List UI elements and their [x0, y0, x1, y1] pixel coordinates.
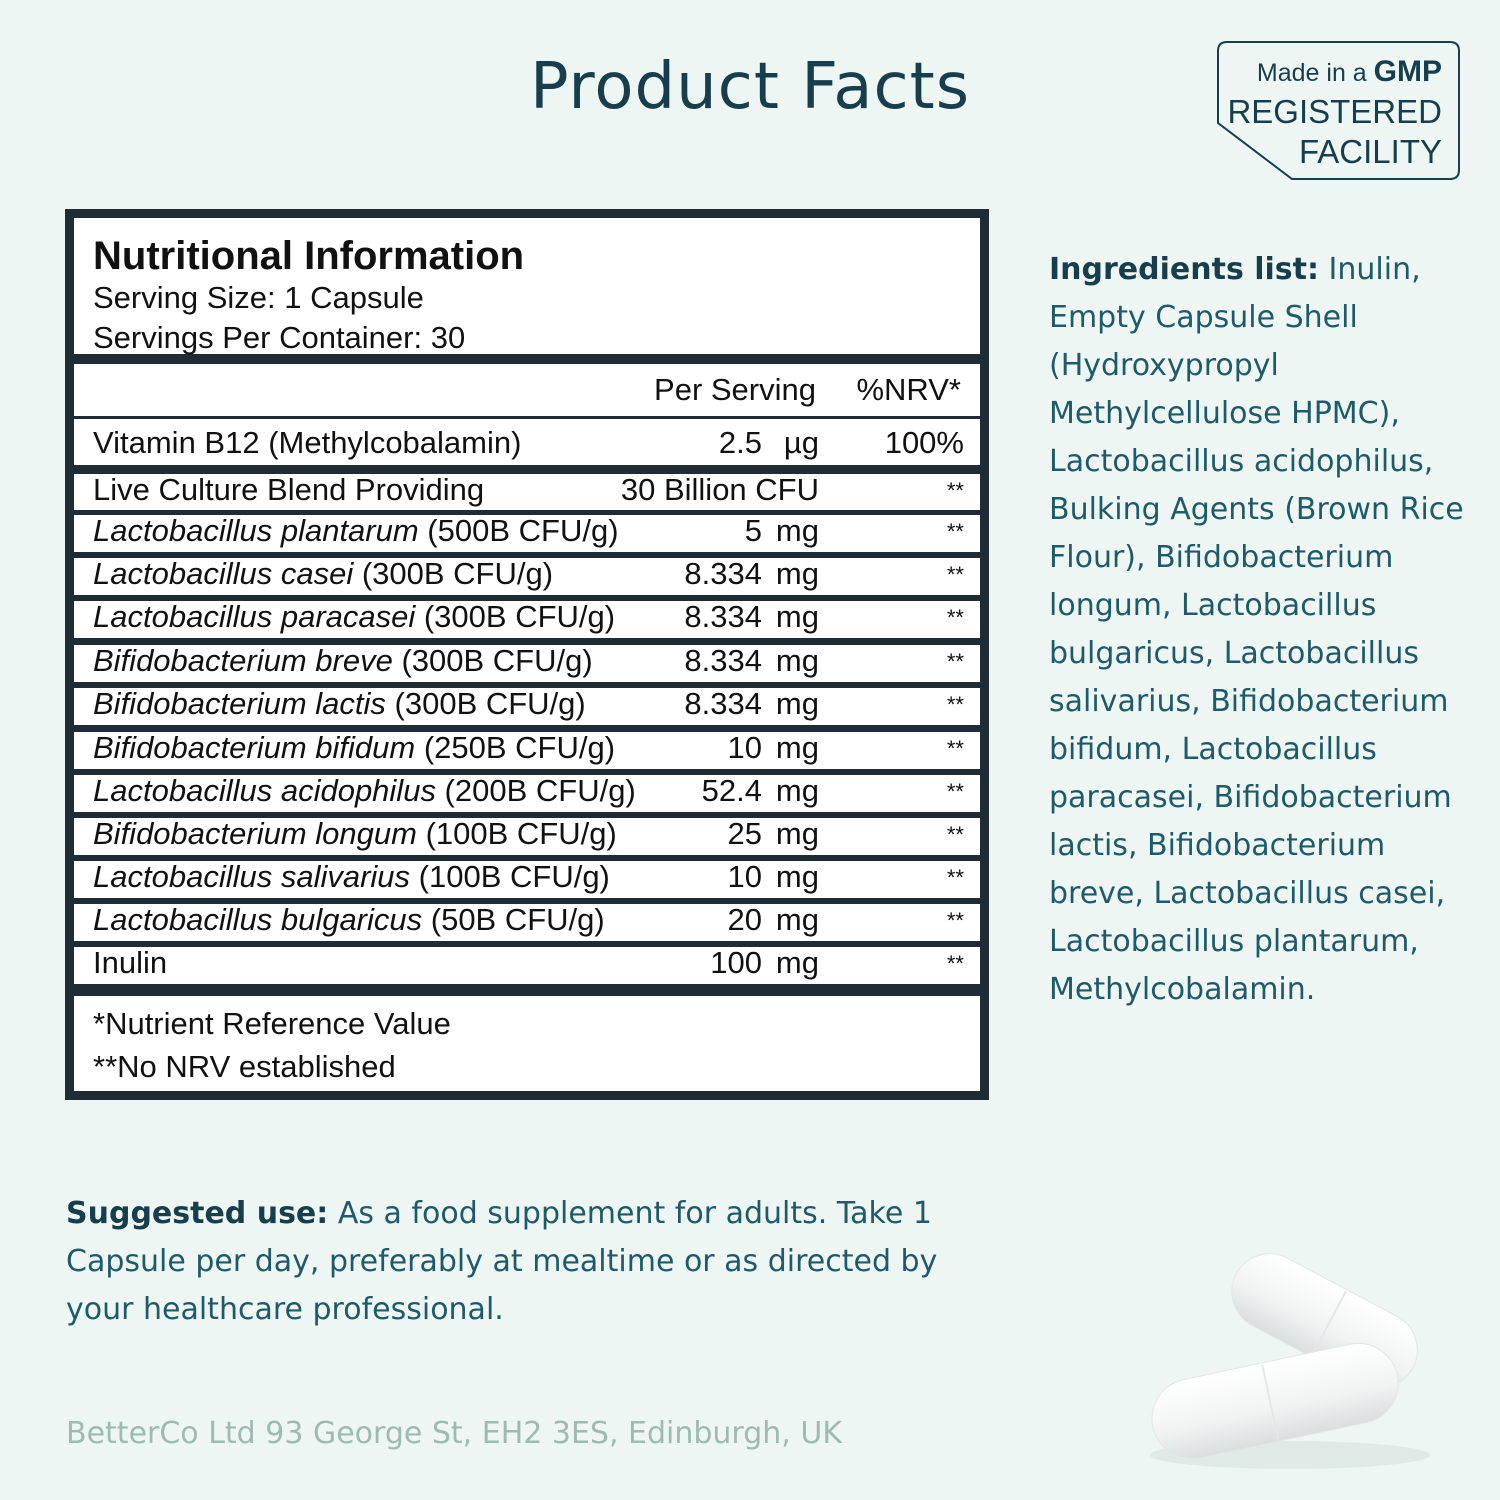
- nutrient-row: [74, 861, 980, 898]
- nutrient-row: [74, 947, 980, 984]
- nutrient-unit: mg: [775, 773, 819, 808]
- nutrient-name: Live Culture Blend Providing: [93, 472, 485, 507]
- footnote-no-nrv: **No NRV established: [93, 1049, 396, 1084]
- nutrient-row: [74, 645, 980, 682]
- nutrient-name: Lactobacillus plantarum (500B CFU/g): [93, 513, 619, 548]
- nutrition-header: [74, 218, 980, 354]
- nutrient-row: [74, 419, 980, 465]
- nutrient-row: [74, 558, 980, 595]
- nutrient-value: 8.334: [684, 599, 762, 634]
- nutrient-row: [74, 818, 980, 855]
- capsules-image: [1130, 1215, 1450, 1475]
- nutrient-row: [74, 474, 980, 510]
- servings-per-container: Servings Per Container: 30: [93, 320, 466, 355]
- nutrient-name: Inulin: [93, 945, 168, 980]
- nutrient-unit: mg: [775, 730, 819, 765]
- nutrient-unit: mg: [775, 513, 819, 548]
- nutrient-value: 2.5: [718, 425, 762, 460]
- nutrient-unit: mg: [775, 643, 819, 678]
- nutrition-panel: [65, 209, 989, 1100]
- nutrient-name: Bifidobacterium bifidum (250B CFU/g): [93, 730, 616, 765]
- nutrient-unit: mg: [775, 556, 819, 591]
- gmp-badge: [1217, 41, 1460, 180]
- suggested-use-text: As a food supplement for adults. Take 1 Capsule per day, preferably at mealtime or as directed by your healthcare professional.: [66, 1196, 938, 1327]
- nutrient-value: 8.334: [684, 556, 762, 591]
- suggested-use-label: Suggested use:: [66, 1196, 329, 1231]
- nutrition-footnotes: [74, 996, 980, 1091]
- company-address: BetterCo Ltd 93 George St, EH2 3ES, Edinburgh, UK: [66, 1416, 843, 1451]
- ingredients-label: Ingredients list:: [1049, 252, 1319, 287]
- badge-line-2: REGISTERED: [1227, 93, 1442, 130]
- nutrient-nrv: **: [946, 822, 964, 847]
- nutrient-value: 100: [710, 945, 762, 980]
- nutrient-nrv: **: [946, 951, 964, 976]
- nutrient-row: [74, 601, 980, 638]
- nutrient-unit: mg: [775, 599, 819, 634]
- nutrient-unit: mg: [775, 686, 819, 721]
- nutrient-name: Lactobacillus acidophilus (200B CFU/g): [93, 773, 636, 808]
- nutrient-nrv: **: [946, 692, 964, 717]
- nutrient-unit: mg: [775, 859, 819, 894]
- nutrient-row: [74, 904, 980, 941]
- nutrient-unit: mg: [775, 902, 819, 937]
- nutrient-value: 25: [727, 816, 762, 851]
- nutrient-value: 10: [727, 859, 762, 894]
- nutrient-nrv: 100%: [884, 425, 964, 460]
- nutrient-name: Lactobacillus salivarius (100B CFU/g): [93, 859, 610, 894]
- col-per-serving: Per Serving: [654, 372, 816, 407]
- suggested-use: [66, 1190, 1006, 1334]
- nutrient-nrv: **: [946, 562, 964, 587]
- nutrient-name: Bifidobacterium lactis (300B CFU/g): [93, 686, 586, 721]
- nutrient-name: Lactobacillus paracasei (300B CFU/g): [93, 599, 616, 634]
- nutrient-name: Lactobacillus bulgaricus (50B CFU/g): [93, 902, 605, 937]
- nutrient-nrv: **: [946, 478, 964, 503]
- nutrient-nrv: **: [946, 519, 964, 544]
- nutrient-nrv: **: [946, 605, 964, 630]
- nutrient-value: 30 Billion CFU: [620, 472, 819, 507]
- nutrient-row: [74, 732, 980, 769]
- nutrition-heading: Nutritional Information: [93, 234, 525, 278]
- nutrient-name: Bifidobacterium longum (100B CFU/g): [93, 816, 617, 851]
- nutrient-name: Lactobacillus casei (300B CFU/g): [93, 556, 554, 591]
- nutrient-value: 8.334: [684, 686, 762, 721]
- badge-line-1: Made in a GMP: [1256, 55, 1442, 88]
- nutrient-unit: mg: [775, 816, 819, 851]
- nutrient-nrv: **: [946, 736, 964, 761]
- badge-line-3: FACILITY: [1298, 133, 1442, 170]
- nutrient-nrv: **: [946, 865, 964, 890]
- col-nrv: %NRV*: [856, 372, 961, 407]
- nutrient-nrv: **: [946, 779, 964, 804]
- nutrient-value: 8.334: [684, 643, 762, 678]
- column-headers: [74, 364, 980, 416]
- page-title: Product Facts: [529, 50, 971, 124]
- serving-size: Serving Size: 1 Capsule: [93, 280, 424, 315]
- nutrient-unit: mg: [775, 945, 819, 980]
- nutrient-value: 52.4: [701, 773, 762, 808]
- nutrient-name: Bifidobacterium breve (300B CFU/g): [93, 643, 593, 678]
- nutrient-row: [74, 688, 980, 725]
- nutrient-nrv: **: [946, 908, 964, 933]
- nutrient-name: Vitamin B12 (Methylcobalamin): [93, 425, 522, 460]
- ingredients-text: Inulin, Empty Capsule Shell (Hydroxypropyl Methylcellulose HPMC), Lactobacillus acidophilus, Bulking Agents (Brown Rice Flour), Bifidobacterium longum, Lactobacillus bulgaricus, Lactobacillus salivarius, Bifidobacterium bifidum, Lactobacillus paracasei, Bifidobacterium lactis, Bifidobacterium breve, Lactobacillus casei, Lactobacillus plantarum, Methylcobalamin.: [1049, 252, 1464, 1007]
- nutrient-row: [74, 775, 980, 812]
- nutrient-value: 5: [744, 513, 762, 548]
- nutrient-row: [74, 515, 980, 552]
- footnote-nrv: *Nutrient Reference Value: [93, 1006, 451, 1041]
- nutrient-unit: µg: [783, 425, 819, 460]
- nutrient-value: 10: [727, 730, 762, 765]
- nutrient-value: 20: [727, 902, 762, 937]
- ingredients-list: [1049, 246, 1469, 1014]
- nutrient-nrv: **: [946, 649, 964, 674]
